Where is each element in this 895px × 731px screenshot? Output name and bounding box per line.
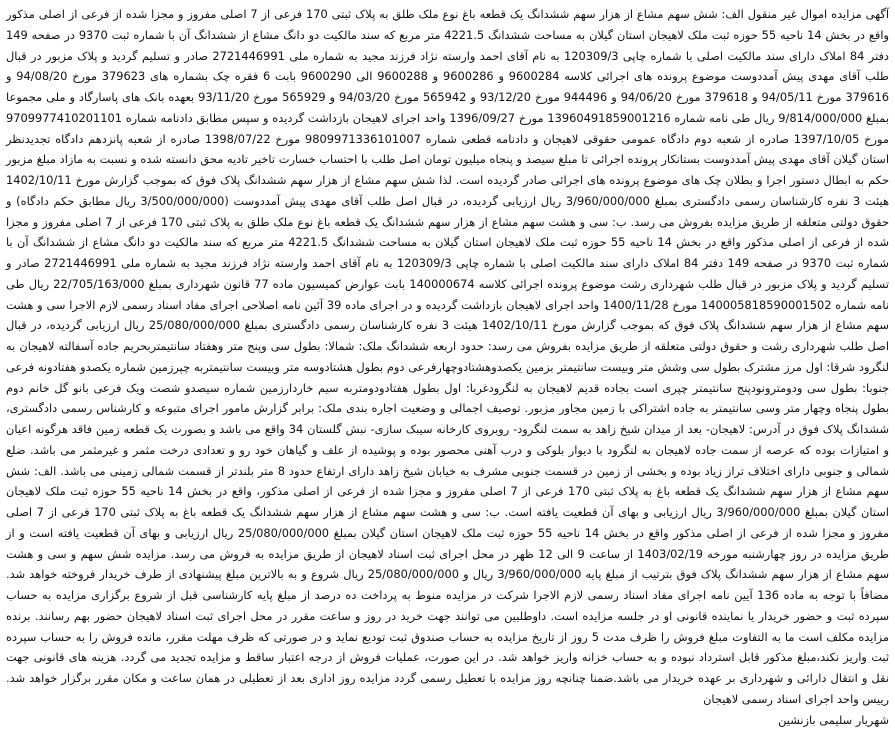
notice-body: آگهی مزایده اموال غیر منقول الف: شش سهم مشاع از هزار سهم ششدانگ یک قطعه باغ نوع ملک طلق به پلاک ثبتی 170 فرعی از 7 اصلی مفروز و مجزا شده از فرعی از اصلی مذکور واقع در بخش 14 ناحیه 55 حوزه ثبت ملک لاهیجان استان گیلان به مساحت ششدانگ 4221.5 متر مربع که سند مالکیت دو دانگ مشاع از ششدانگ آن با شماره ثبت 9370 در صفحه 149 دفتر 84 املاک دارای سند مالکیت اصلی با شماره چاپی 120309/3 به نام آقای احمد وارسته نژاد فرزند مجید به شماره ملی 2721446991 صادر و تسلیم گردید و پلاک مزبور در قبال طلب آقای مهدی پیش آمددوست موضوع پرونده های اجرائی کلاسه 9600284 و 9600286 و 9600288 الی 9600290 بابت 6 فقره چک بشماره های 379623 مورخ 94/08/20 و 379616 مورخ 94/05/11 و 379618 مورخ 94/06/20 و 944496 مورخ 93/12/20 و 565942 مورخ 94/03/20 و 565929 مورخ 93/11/20 بعهده بانک های پاسارگاد و ملی مجموعا بمبلغ 9/814/000/000 ریال طی نامه شماره 1396049185900121​6 مورخ 1396/09/27 واحد اجرای لاهیجان بازداشت گردیده و سپس مطابق دادنامه شماره 9709977410201101 مورخ 1397/10/05 صادره از شعبه دوم دادگاه عمومی حقوقی لاهیجان و دادنامه قطعی شماره 980997133610100​7 مورخ 1398/07/22 صادره از شعبه پانزدهم دادگاه تجدیدنظر استان گیلان آقای مهدی پیش آمددوست بستانکار پرونده اجرائی تا مبلغ سیصد و پنجاه میلیون تومان اصل طلب با احتساب خسارت تاخیر تادیه محق دانسته شده و نسبت به مازاد مبلغ مزبور حکم به ابطال دستور اجرا و بطلان چک های موضوع پرونده های اجرائی صادر گردیده است. لذا شش سهم مشاع از هزار سهم ششدانگ پلاک فوق که بموجب گزارش مورخ 1402/10/11 هیئت 3 نفره کارشناسان رسمی دادگستری بمبلغ 3/960/000/000 ریال ارزیابی گردیده، در قبال اصل طلب آقای مهدی پیش آمددوست (3/500/000/000 ریال مطابق حکم دادگاه) و حقوق دولتی متعلقه از طریق مزایده بفروش می رسد. ب: سی و هشت سهم مشاع از هزار سهم ششدانگ یک قطعه باغ نوع ملک طلق به پلاک ثبتی 170 فرعی از 7 اصلی مفروز و مجزا شده از فرعی از اصلی مذکور واقع در بخش 14 ناحیه 55 حوزه ثبت ملک لاهیجان استان گیلان به مساحت ششدانگ 4221.5 متر مربع که سند مالکیت دو دانگ مشاع از ششدانگ آن با شماره ثبت 9370 در صفحه 149 دفتر 84 املاک دارای سند مالکیت اصلی با شماره چاپی 120309/3 به نام آقای احمد وارسته نژاد فرزند مجید به شماره ملی 2721446991 صادر و تسلیم گردید و پلاک مزبور در قبال طلب شهرداری رشت موضوع پرونده اجرائی کلاسه 140000674 بابت عوارض کمیسیون ماده 77 قانون شهرداری بمبلغ 22/705/163/000 ریال طی نامه شماره 140005818590001502 مورخ 1400/11/28 واحد اجرای لاهیجان بازداشت گردیده و در اجرای ماده 39 آئین نامه اصلاحی اجرای مفاد اسناد رسمی لازم الاجرا سی و هشت سهم مشاع از هزار سهم ششدانگ پلاک فوق که بموجب گزارش مورخ 1402/10/11 هیئت 3 نفره کارشناسان رسمی دادگستری بمبلغ 25/080/000/000 ریال ارزیابی گردیده، در قبال اصل طلب شهرداری رشت و حقوق دولتی متعلقه از طریق مزایده بفروش می رسد: حدود اربعه ششدانگ ملک: شمالا: بطول سی وپنج متر وهفتاد سانتیمتربحریم جاده آسفالته لاهیجان به لنگرود شرقا: اول مرز مشترک بطول سی وشش متر وبیست سانتیمتر بزمین یکصدوهشتادوچهارفرعی دوم بطول هشتادوسه متر وبیست سانتیمتربه چپرزمین شماره یکصدو هفتادونه فرعی جنوبا: بطول سی ودومترونودپنج سانتیمتر چپری است بجاده قدیم لاهیجان به لنگرودغربا: اول بطول هفتادودومتربه سیم خاردارزمین شماره سیصدو شصت ویک فرعی بانو گل خانم دوم بطول پنجاه وچهار متر وسی سانتیمتر به جاده اشتراکی با زمین مجاور مزبور. توصیف اجمالی و وضعیت اجاره بندی ملک: برابر گزارش مامور اجرای متبوعه و کارشناس رسمی دادگستری، ششدانگ پلاک فوق در آدرس: لاهیجان- بعد از میدان شیخ زاهد به سمت لنگرود- روبروی کارخانه سیبک سازی- نبش گلستان 34 واقع می باشد و بصورت یک قطعه زمین فاقد هرگونه اعیان و امتیازات بوده که عرصه از سمت جاده لاهیجان به لنگرود با دیوار بلوکی و درب آهنی محصور بوده و پوشیده از علف و گیاهان خود رو و تعدادی درخت مثمر و غیرمثمر می باشد. ضلع شمالی و جنوبی دارای اختلاف تراز زیاد بوده و بخشی از زمین در قسمت جنوبی مشرف به خیابان شیخ زاهد دارای ارتفاع حدود 8 متر بلندتر از قسمت شمالی زمینی می باشد. الف: شش سهم مشاع از هزار سهم ششدانگ یک قطعه باغ به پلاک ثبتی 170 فرعی از 7 اصلی مفروز و مجزا شده از فرعی از اصلی مذکور، واقع در بخش 14 ناحیه 55 حوزه ثبت ملک لاهیجان استان گیلان بمبلغ 3/960/000/000 ریال ارزیابی و بهای آن قطعیت یافته است. ب: سی و هشت سهم مشاع از هزار سهم ششدانگ یک قطعه باغ به پلاک ثبتی 170 فرعی از 7 اصلی مفروز و مجزا شده از فرعی از اصلی مذکور واقع در بخش 14 ناحیه 55 حوزه ثبت ملک لاهیجان استان گیلان بمبلغ 25/080/000/000 ریال ارزیابی و بهای آن قطعیت یافته است و از طریق مزایده در روز چهارشنبه مورخه 1403/02/19 از ساعت 9 الی 12 ظهر در محل اجرای ثبت اسناد لاهیجان از طریق مزایده به فروش می رسد. مزایده شش سهم و سی و هشت سهم مشاع از هزار سهم ششدانگ پلاک فوق بترتیب از مبلغ پایه 3/960/000/000 ریال و 25/080/000/000 ریال شروع و به بالاترین مبلغ پیشنهادی از طرف خریدار فروخته خواهد شد. مضافاً با توجه به ماده 136 آیین نامه اجرای مفاد اسناد رسمی لازم الاجرا شرکت در مزایده منوط به پرداخت ده درصد از مبلغ پایه کارشناسی قبل از شروع برگزاری مزایده به حساب سپرده ثبت و حضور خریدار یا نماینده قانونی او در جلسه مزایده است. داوطلبین می توانند جهت خرید در روز و ساعت مقرر در محل اجرای ثبت اسناد لاهیجان حضور بهم رسانند. برنده مزایده مکلف است ما به التفاوت مبلغ فروش را ظرف مدت 5 روز از تاریخ مزایده به حساب صندوق ثبت تودیع نماید و در صورتی که ظرف مهلت مقرر، مانده فروش را به حساب سپرده ثبت واریز نکند،مبلغ مذکور قابل استرداد نبوده و به حساب خزانه واریز خواهد شد. در این صورت، عملیات فروش از درجه اعتبار ساقط و مزایده تجدید می گردد. هزینه های قانونی جهت نقل و انتقال دارائی و شهرداری بر عهده خریدار می باشد.ضمنا چنانچه روز مزایده با تعطیل رسمی گردد مزایده روز اداری بعد از تعطیلی در همان ساعت و مکان مقرر برگزار خواهد شد. رییس واحد اجرای اسناد رسمی لاهیجان bbox=[6, 7, 890, 706]
signature-name: شهریار سلیمی بازنشین bbox=[778, 712, 889, 727]
